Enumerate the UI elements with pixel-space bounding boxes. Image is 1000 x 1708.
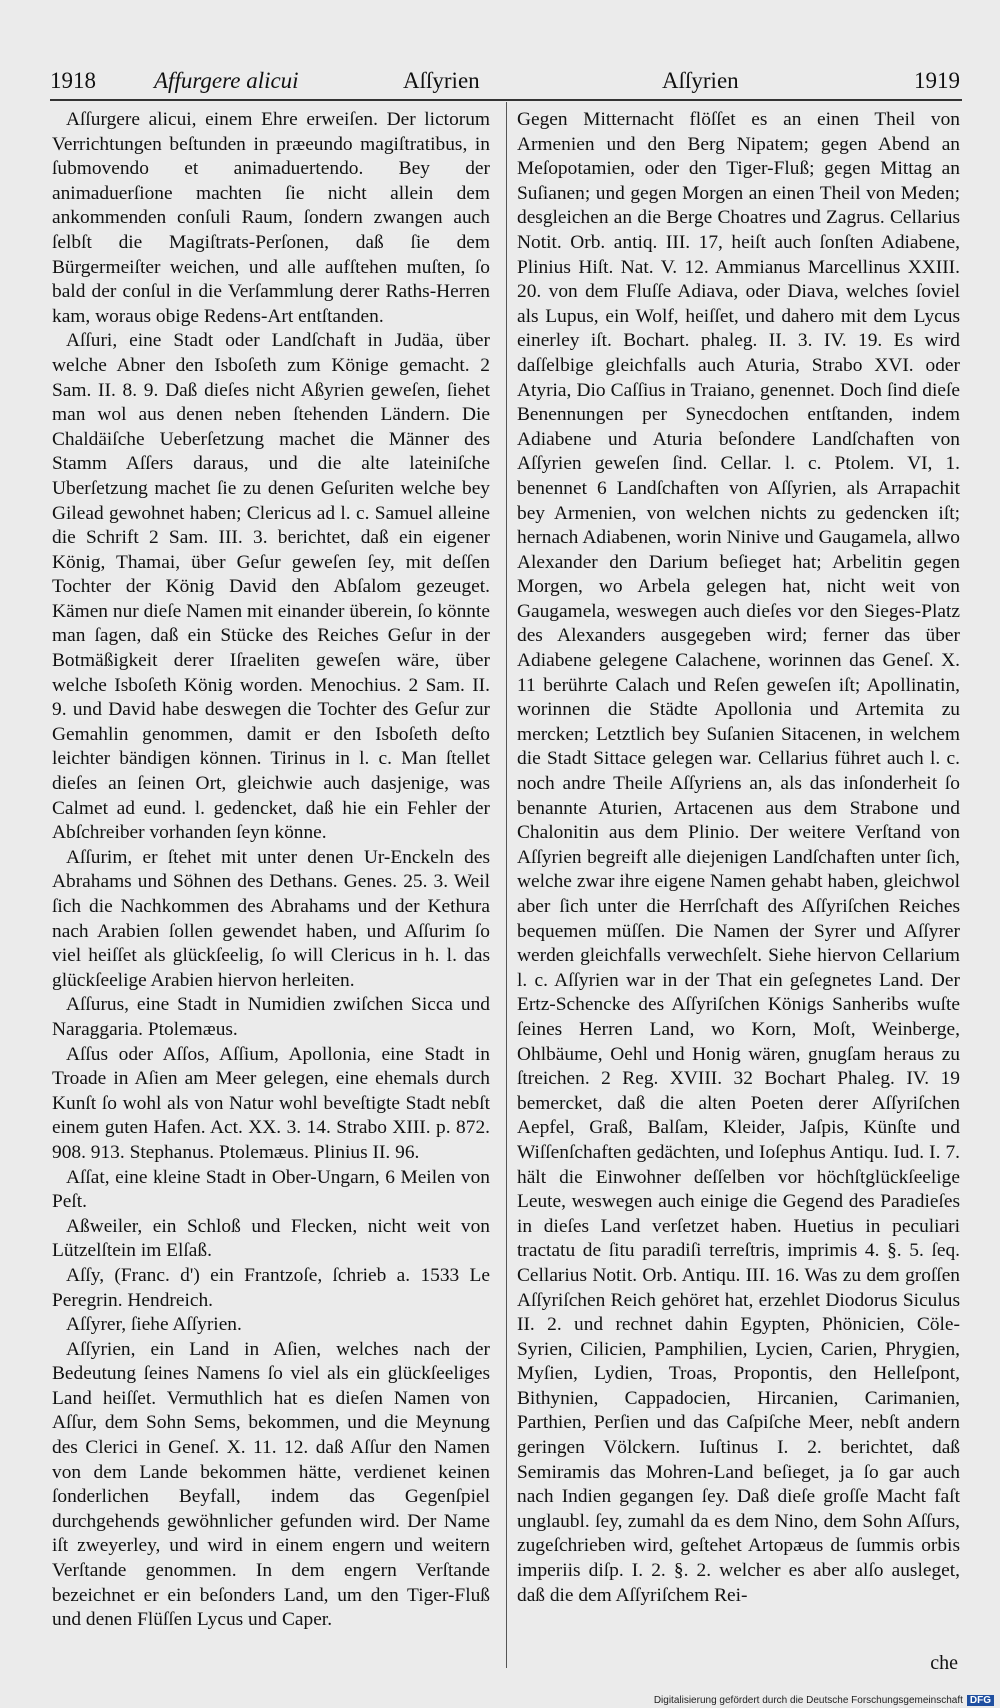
entry-assy: Aſſy, (Franc. d') ein Frantzoſe, ſchrieb a. 1533 Le Peregrin. Hendreich. [52, 1264, 490, 1311]
column-divider [506, 102, 507, 1668]
entry-assat: Aſſat, eine kleine Stadt in Ober-Ungarn, 6 Meilen von Peſt. [52, 1166, 490, 1213]
page-header [50, 58, 960, 102]
right-column [517, 108, 960, 1608]
entry-assurus: Aſſurus, eine Stadt in Numidien zwiſchen Sicca und Naraggaria. Ptolemæus. [52, 994, 490, 1040]
catchword: che [930, 1652, 958, 1674]
entry-assurim: Aſſurim, er ſtehet mit unter denen Ur-Enckeln des Abrahams und Söhnen des Dethans. Genes. 25. 3. Weil ſich die Nachkommen des Abrahams und der Kethura nach Arabien ſollen gewendet haben, und Aſſurim ſo viel heiſſet als glückſeelig, ſo will Clericus in h. l. das glückſeelige Arabien hiervon herleiten. [52, 846, 490, 991]
dfg-logo: DFG [967, 1695, 994, 1706]
footer-text: Digitalisierung gefördert durch die Deutsche Forschungsgemeinschaft [653, 1695, 963, 1706]
page-number-right: 1919 [914, 68, 960, 93]
entry-assyrien: Aſſyrien, ein Land in Aſien, welches nach der Bedeutung ſeines Namens ſo viel als ein glückſeeliges Land heiſſet. Vermuthlich hat es dieſen Namen von Aſſur, dem Sohn Sems, bekommen, und die Meynung des Clerici in Geneſ. X. 11. 12. daß Aſſur den Namen von dem Lande bekommen hätte, verdienet keinen ſonderlichen Beyfall, indem das Gegenſpiel durchgehends gewöhnlicher gefunden wird. Der Name iſt zweyerley, und wird in einem engern und weitern Verſtande genommen. In dem engern Verſtande bezeichnet er ein beſonders Land, um den Tiger-Fluß und denen Flüſſen Lycus und Caper. [52, 1338, 490, 1631]
entry-assweiler: Aßweiler, ein Schloß und Flecken, nicht weit von Lützelſtein im Elſaß. [52, 1215, 490, 1262]
header-rule [50, 99, 962, 101]
left-column [52, 108, 490, 1633]
running-head-left: Aſſyrien [403, 68, 480, 93]
running-head-right: Aſſyrien [662, 68, 739, 93]
page-number-left: 1918 [50, 68, 96, 93]
entry-assyrer: Aſſyrer, ſiehe Aſſyrien. [66, 1314, 242, 1336]
digitization-footer [654, 1695, 994, 1706]
entry-assurgere: Aſſurgere alicui, einem Ehre erweiſen. Der lictorum Verrichtungen beſtunden in præeundo magiſtratibus, in ſubmovendo et animaduertendo. Bey der animaduerſione machten ſie nicht allein dem ankommenden conſuli Raum, ſondern zwangen auch ſelbſt die Magiſtrats-Perſonen, daß ſie dem Bürgermeiſter weichen, und alle aufſtehen muſten, ſo bald der conſul in die Verſammlung derer Raths-Herren kam, woraus obige Redens-Art entſtanden. [52, 109, 490, 327]
entry-assyrien-continued: Gegen Mitternacht flöſſet es an einen Theil von Armenien und den Berg Nipatem; gegen Abend an Meſopotamien, oder den Tiger-Fluß; gegen Mittag an Suſianen; und gegen Morgen an einen Theil von Meden; desgleichen an die Berge Choatres und Zagrus. Cellarius Notit. Orb. antiq. III. 17, heiſt auch ſonſten Adiabene, Plinius Hiſt. Nat. V. 12. Ammianus Marcellinus XXIII. 20. von dem Fluſſe Adiava, oder Diava, welches ſoviel als Lupus, ein Wolf, heiſſet, und dahero mit dem Lycus einerley iſt. Bochart. phaleg. II. 3. IV. 19. Es wird daſſelbige gleichfalls auch Aturia, Strabo XVI. oder Atyria, Dio Caſſius in Traiano, genennet. Doch ſind dieſe Benennungen per Synecdochen entſtanden, indem Adiabene und Aturia beſondere Landſchaften von Aſſyrien geweſen ſind. Cellar. l. c. Ptolem. VI, 1. benennet 6 Landſchaften von Aſſyrien, als Arrapachit bey Armenien, von welchen nichts zu gedencken iſt; hernach Adiabenen, worin Ninive und Gaugamela, allwo Alexander den Darium beſieget hat; Arbelitin gegen Morgen, wo Arbela gelegen hat, nicht weit von Gaugamela, weswegen auch dieſes vor den Sieges-Platz des Alexanders ausgegeben wird; ferner das über Adiabene gelegene Calachene, worinnen das Geneſ. X. 11 berührte Calach und Reſen geweſen iſt; Apollinatin, worinnen die Städte Apollonia und Artemita zu mercken; Letztlich bey Suſanien Sitacenen, in welchem die Stadt Sittace gelegen war. Cellarius führet auch l. c. noch andre Theile Aſſyriens an, als das inſonderheit ſo benannte Aturien, Artacenen aus dem Strabone und Chalonitin aus dem Plinio. Der weitere Verſtand von Aſſyrien begreift alle diejenigen Landſchaften unter ſich, welche zwar ihre eigene Namen gehabt haben, gleichwol aber ſich unter die Herrſchaft des Aſſyriſchen Reiches bequemen müſſen. Die Namen der Syrer und Aſſyrer werden gleichfalls verwechſelt. Siehe hiervon Cellarium l. c. Aſſyrien war in der That ein geſegnetes Land. Der Ertz-Schencke des Aſſyriſchen Königs Sanheribs wuſte ſeines Herren Land, wo Korn, Moſt, Weinberge, Ohlbäume, Oehl und Honig wären, gnugſam heraus zu ſtreichen. 2 Reg. XVIII. 32 Bochart Phaleg. IV. 19 bemercket, daß die alten Poeten derer Aſſyriſchen Aepfel, Graß, Balſam, Kleider, Jaſpis, Künſte und Wiſſenſchaften gedächten, und Ioſephus Antiqu. Iud. I. 7. hält die Einwohner deſſelben vor höchſtglückſeelige Leute, weswegen auch einige die Gegend des Paradieſes in dieſes Land verſetzet haben. Huetius in peculiari tractatu de ſitu paradiſi terreſtris, imprimis 4. §. 5. ſeq. Cellarius Notit. Orb. Antiqu. III. 16. Was zu dem groſſen Aſſyriſchen Reich gehöret hat, erzehlet Diodorus Siculus II. 2. und rechnet dahin Egypten, Phönicien, Cöle-Syrien, Cilicien, Pamphilien, Lycien, Carien, Phrygien, Myſien, Lydien, Troas, Propontis, den Helleſpont, Bithynien, Cappadocien, Hircanien, Carimanien, Parthien, Perſien und das Caſpiſche Meer, nebſt andern geringen Völckern. Iuſtinus I. 2. berichtet, daß Semiramis das Mohren-Land beſieget, ja ſo gar auch nach Indien gegangen ſey. Daß dieſe groſſe Macht faſt unglaubl. ſey, zumahl da es dem Nino, dem Sohn Aſſurs, zugeſchrieben wird, geſtehet Artopæus de ſummis orbis imperiis diſp. I. 2. §. 2. welcher es aber alſo ausleget, daß die dem Aſſyriſchem Rei- [517, 109, 960, 1606]
keyword-left: Affurgere alicui [154, 68, 299, 93]
entry-assus: Aſſus oder Aſſos, Aſſium, Apollonia, eine Stadt in Troade in Aſien am Meer gelegen, eine ehemals durch Kunſt ſo wohl als von Natur wohl beveſtigte Stadt nebſt einem guten Hafen. Act. XX. 3. 14. Strabo XIII. p. 872. 908. 913. Stephanus. Ptolemæus. Plinius II. 96. [52, 1043, 490, 1163]
entry-assuri: Aſſuri, eine Stadt oder Landſchaft in Judäa, über welche Abner den Isboſeth zum Könige gemacht. 2 Sam. II. 8. 9. Daß dieſes nicht Aßyrien geweſen, ſiehet man wol aus denen neben ſtehenden Ländern. Die Chaldäiſche Ueberſetzung machet die Männer des Stamm Aſſers daraus, und die alte lateiniſche Uberſetzung machet ſie zu denen Geſuriten welche bey Gilead gewohnet haben; Clericus ad l. c. Samuel alleine die Schrift 2 Sam. III. 3. berichtet, daß ein eigener König, Thamai, über Geſur geweſen ſey, mit deſſen Tochter der König David den Abſalom gezeuget. Kämen nur dieſe Namen mit einander überein, ſo könnte man ſagen, daß ein Stücke des Reiches Geſur in der Botmäßigkeit derer Iſraeliten geweſen wäre, über welche Isboſeth König worden. Menochius. 2 Sam. II. 9. und David habe deswegen die Tochter des Geſur zur Gemahlin genommen, damit er den Isboſeth deſto leichter bändigen können. Tirinus in l. c. Man ſtellet dieſes an ſeinen Ort, gleichwie auch dasjenige, was Calmet ad eund. l. gedencket, daß hie ein Fehler der Abſchreiber vorhanden ſeyn könne. [52, 330, 490, 844]
